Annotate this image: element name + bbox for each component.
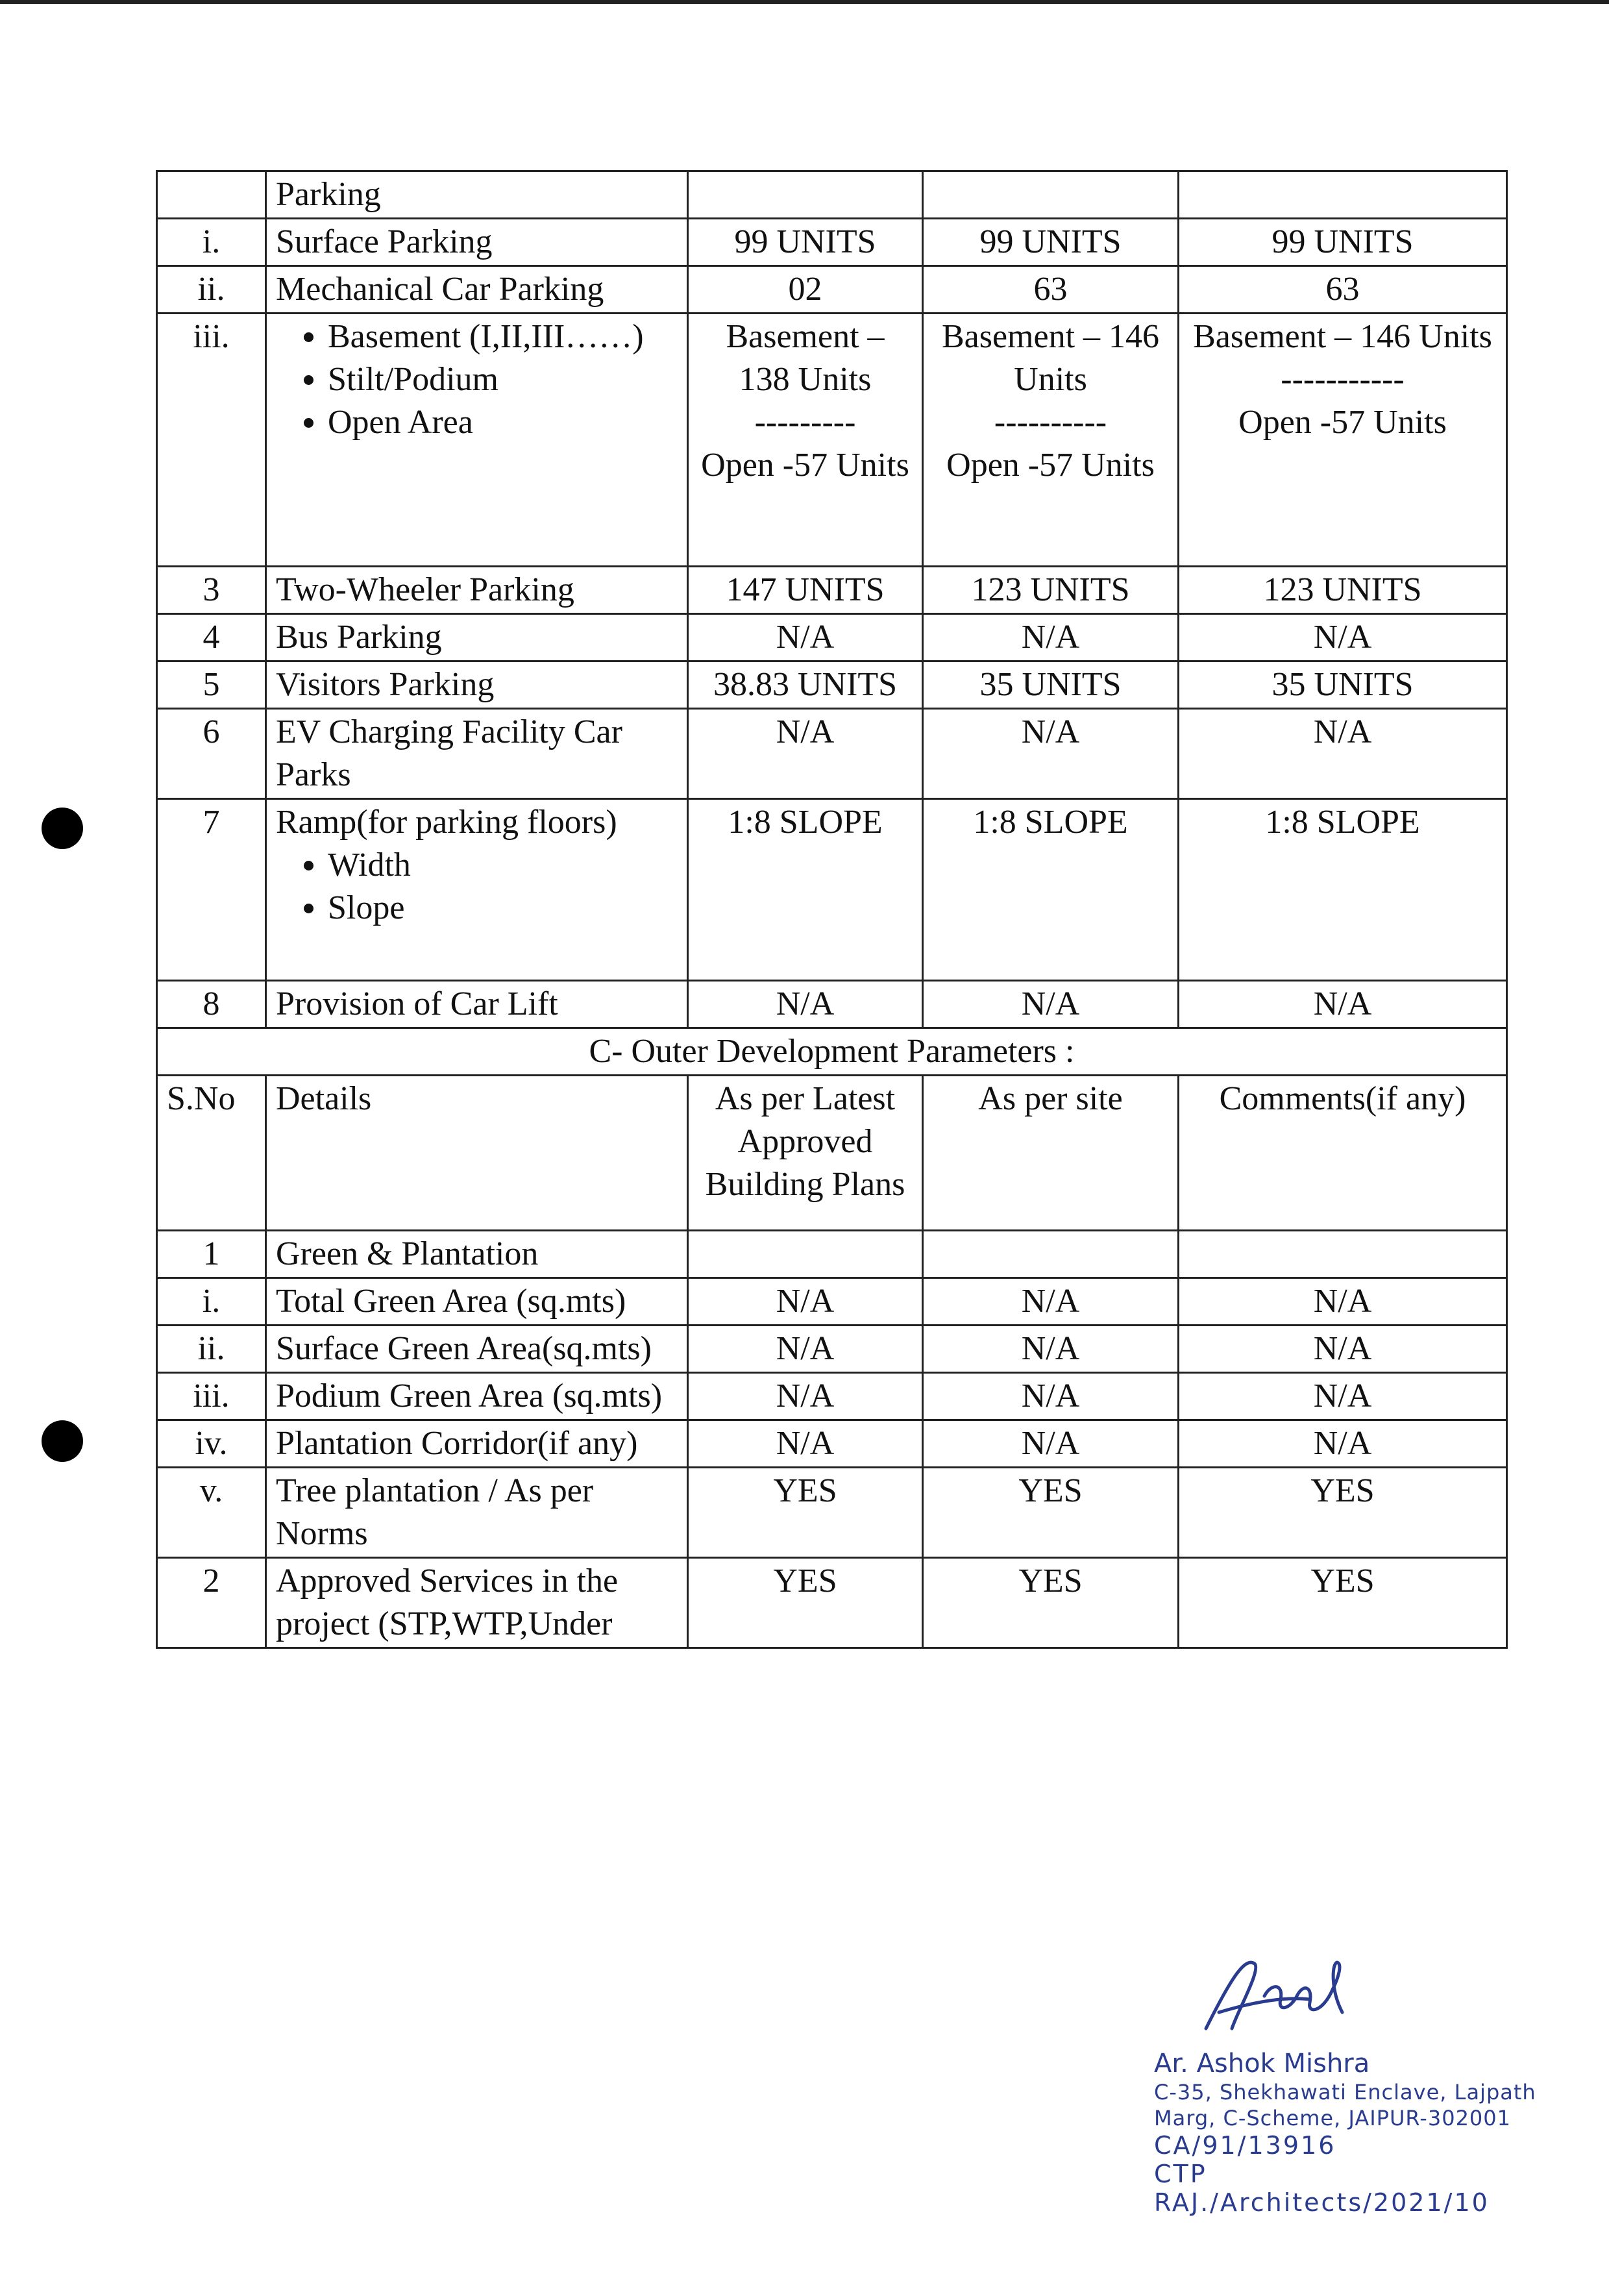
- serial-number: 8: [157, 981, 266, 1028]
- header-details: Details: [266, 1076, 688, 1231]
- value-site: N/A: [923, 709, 1179, 799]
- value-comments: 63: [1179, 266, 1507, 314]
- table-row: [157, 799, 1507, 981]
- table-row: [157, 709, 1507, 799]
- value-comments: N/A: [1179, 1373, 1507, 1420]
- value-comments: YES: [1179, 1558, 1507, 1648]
- value-comments: N/A: [1179, 1326, 1507, 1373]
- value-approved: [688, 1231, 923, 1278]
- table-row: [157, 1278, 1507, 1326]
- value-site: YES: [923, 1468, 1179, 1558]
- ramp-label: Ramp(for parking floors): [276, 804, 617, 841]
- page-top-edge: [0, 0, 1609, 4]
- serial-number: 5: [157, 661, 266, 709]
- bullet-basement: • Basement (I,II,III……): [328, 315, 678, 358]
- detail-cell: Visitors Parking: [266, 661, 688, 709]
- serial-number: i.: [157, 1278, 266, 1326]
- value-comments: N/A: [1179, 1278, 1507, 1326]
- table-row: [157, 219, 1507, 266]
- separator: ---------: [754, 404, 856, 441]
- detail-cell: Total Green Area (sq.mts): [266, 1278, 688, 1326]
- table-row: [157, 661, 1507, 709]
- detail-cell: [266, 799, 688, 981]
- value-site: N/A: [923, 1326, 1179, 1373]
- value-site: 99 UNITS: [923, 219, 1179, 266]
- basement-units: Basement – 146 Units: [1193, 318, 1492, 355]
- header-approved: As per Latest Approved Building Plans: [688, 1076, 923, 1231]
- detail-cell: Provision of Car Lift: [266, 981, 688, 1028]
- detail-cell: Approved Services in the project (STP,WTP,Under: [266, 1558, 688, 1648]
- bullet-width: • Width: [328, 844, 678, 887]
- table-row: [157, 171, 1507, 219]
- parameters-table: [156, 170, 1508, 1649]
- table-row: [157, 567, 1507, 614]
- value-comments: 99 UNITS: [1179, 219, 1507, 266]
- value-comments: N/A: [1179, 981, 1507, 1028]
- separator: -----------: [1281, 361, 1405, 398]
- value-comments: 35 UNITS: [1179, 661, 1507, 709]
- detail-cell: Parking: [266, 171, 688, 219]
- header-row: [157, 1076, 1507, 1231]
- value-site: 63: [923, 266, 1179, 314]
- value-approved: 1:8 SLOPE: [688, 799, 923, 981]
- value-comments: YES: [1179, 1468, 1507, 1558]
- detail-cell: Green & Plantation: [266, 1231, 688, 1278]
- serial-number: 6: [157, 709, 266, 799]
- serial-number: ii.: [157, 266, 266, 314]
- value-approved: YES: [688, 1558, 923, 1648]
- value-approved: N/A: [688, 1373, 923, 1420]
- value-approved: N/A: [688, 1326, 923, 1373]
- header-site: As per site: [923, 1076, 1179, 1231]
- serial-number: 7: [157, 799, 266, 981]
- ctp-registration: CTP RAJ./Architects/2021/10: [1154, 2160, 1490, 2217]
- open-units: Open -57 Units: [1238, 404, 1447, 441]
- serial-number: 2: [157, 1558, 266, 1648]
- basement-units: Basement – 138 Units: [726, 318, 885, 398]
- architect-stamp: [1154, 1951, 1543, 2217]
- detail-cell: Surface Parking: [266, 219, 688, 266]
- table-row: [157, 266, 1507, 314]
- value-approved: N/A: [688, 1278, 923, 1326]
- separator: ----------: [994, 404, 1107, 441]
- value-site: [923, 1231, 1179, 1278]
- serial-number: ii.: [157, 1326, 266, 1373]
- value-approved: N/A: [688, 709, 923, 799]
- address-line-2: Marg, C-Scheme, JAIPUR-302001: [1154, 2106, 1511, 2130]
- signature-image: [1193, 1951, 1362, 2048]
- value-comments: N/A: [1179, 709, 1507, 799]
- detail-cell: Surface Green Area(sq.mts): [266, 1326, 688, 1373]
- open-units: Open -57 Units: [946, 447, 1155, 484]
- value-approved: 38.83 UNITS: [688, 661, 923, 709]
- table-row: [157, 1558, 1507, 1648]
- serial-number: iii.: [157, 1373, 266, 1420]
- table-row: [157, 1420, 1507, 1468]
- table-row: [157, 1373, 1507, 1420]
- value-comments: 1:8 SLOPE: [1179, 799, 1507, 981]
- bullet-stilt-podium: • Stilt/Podium: [328, 358, 678, 401]
- header-comments: Comments(if any): [1179, 1076, 1507, 1231]
- detail-cell: Plantation Corridor(if any): [266, 1420, 688, 1468]
- detail-cell: Two-Wheeler Parking: [266, 567, 688, 614]
- value-approved: [688, 171, 923, 219]
- value-approved: N/A: [688, 614, 923, 661]
- value-comments: [1179, 314, 1507, 567]
- serial-number: iii.: [157, 314, 266, 567]
- bullet-open-area: • Open Area: [328, 401, 678, 444]
- value-approved: 147 UNITS: [688, 567, 923, 614]
- value-site: [923, 314, 1179, 567]
- detail-cell: Podium Green Area (sq.mts): [266, 1373, 688, 1420]
- value-site: N/A: [923, 1420, 1179, 1468]
- table-row: [157, 1231, 1507, 1278]
- serial-number: i.: [157, 219, 266, 266]
- value-approved: N/A: [688, 1420, 923, 1468]
- detail-cell: [266, 314, 688, 567]
- serial-number: 1: [157, 1231, 266, 1278]
- value-approved: 99 UNITS: [688, 219, 923, 266]
- serial-number: v.: [157, 1468, 266, 1558]
- punch-hole-lower: [42, 1420, 83, 1462]
- detail-cell: Tree plantation / As per Norms: [266, 1468, 688, 1558]
- serial-number: [157, 171, 266, 219]
- serial-number: 3: [157, 567, 266, 614]
- value-site: 1:8 SLOPE: [923, 799, 1179, 981]
- table-row: [157, 314, 1507, 567]
- value-comments: N/A: [1179, 614, 1507, 661]
- value-site: N/A: [923, 1373, 1179, 1420]
- value-site: N/A: [923, 981, 1179, 1028]
- value-comments: [1179, 1231, 1507, 1278]
- table-row: [157, 614, 1507, 661]
- detail-cell: Bus Parking: [266, 614, 688, 661]
- section-title-row: [157, 1028, 1507, 1076]
- section-c-title: C- Outer Development Parameters :: [157, 1028, 1507, 1076]
- table-row: [157, 1468, 1507, 1558]
- value-comments: [1179, 171, 1507, 219]
- architect-name: Ar. Ashok Mishra: [1154, 2049, 1370, 2079]
- value-approved: YES: [688, 1468, 923, 1558]
- address-line-1: C-35, Shekhawati Enclave, Lajpath: [1154, 2080, 1536, 2105]
- serial-number: iv.: [157, 1420, 266, 1468]
- punch-hole-upper: [42, 808, 83, 849]
- bullet-list: [276, 315, 678, 444]
- value-approved: 02: [688, 266, 923, 314]
- basement-units: Basement – 146 Units: [941, 318, 1160, 398]
- value-approved: N/A: [688, 981, 923, 1028]
- value-site: 123 UNITS: [923, 567, 1179, 614]
- value-site: 35 UNITS: [923, 661, 1179, 709]
- table-row: [157, 981, 1507, 1028]
- value-comments: N/A: [1179, 1420, 1507, 1468]
- bullet-list: [276, 844, 678, 930]
- serial-number: 4: [157, 614, 266, 661]
- value-approved: [688, 314, 923, 567]
- value-site: N/A: [923, 1278, 1179, 1326]
- header-sno: S.No: [157, 1076, 266, 1231]
- table-row: [157, 1326, 1507, 1373]
- value-site: N/A: [923, 614, 1179, 661]
- value-site: [923, 171, 1179, 219]
- detail-cell: Mechanical Car Parking: [266, 266, 688, 314]
- detail-cell: EV Charging Facility Car Parks: [266, 709, 688, 799]
- registration-number: CA/91/13916: [1154, 2131, 1336, 2160]
- value-site: YES: [923, 1558, 1179, 1648]
- value-comments: 123 UNITS: [1179, 567, 1507, 614]
- open-units: Open -57 Units: [701, 447, 909, 484]
- bullet-slope: • Slope: [328, 887, 678, 930]
